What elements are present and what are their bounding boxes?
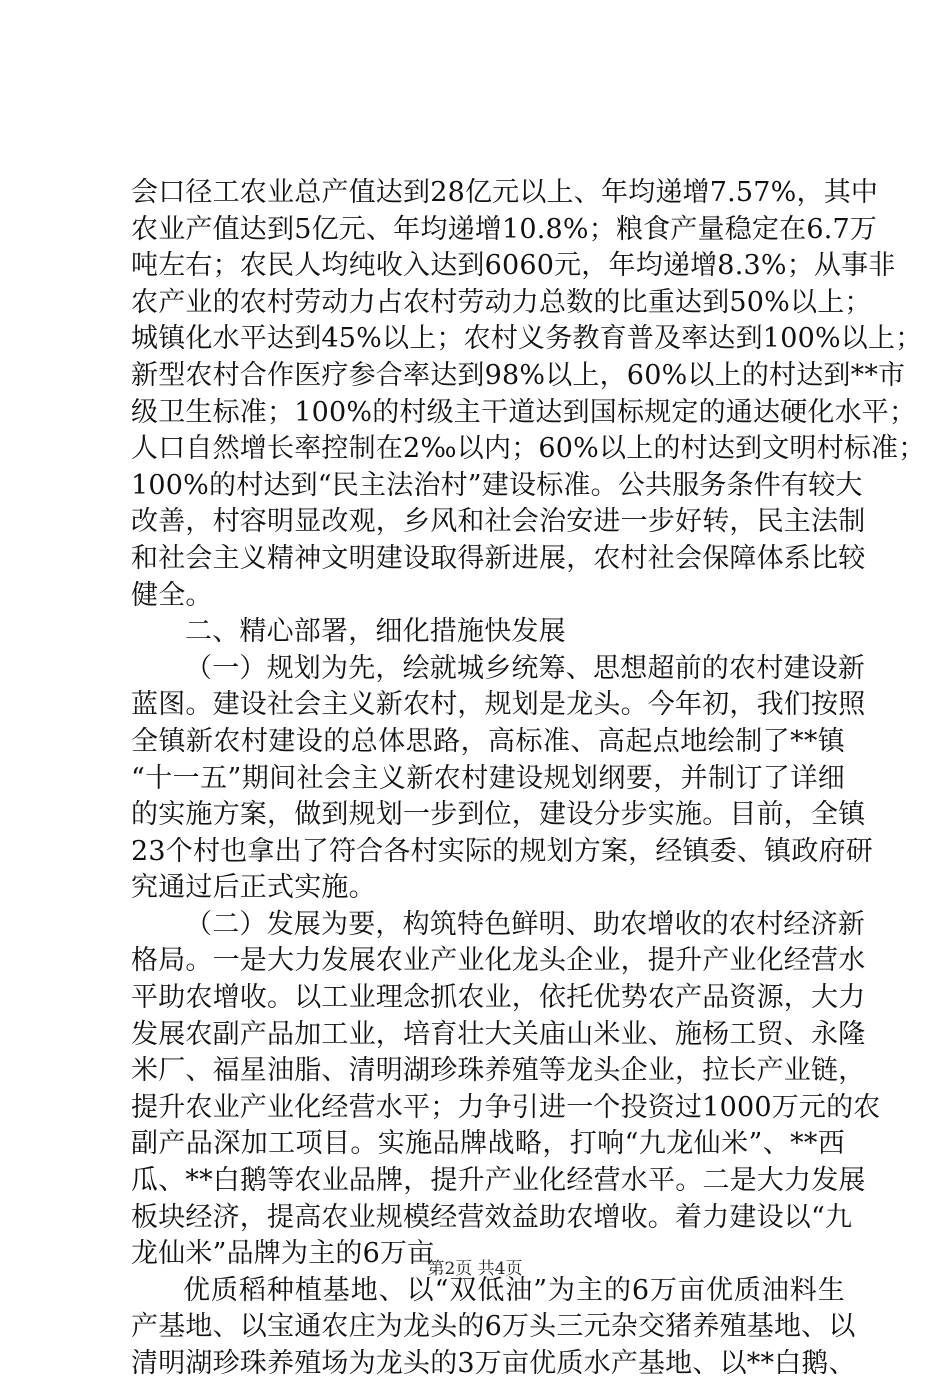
text-line: 健全。 (131, 579, 213, 611)
text-line: 23个村也拿出了符合各村实际的规划方案，经镇委、镇政府研 (131, 835, 873, 867)
text-line: 清明湖珍珠养殖场为龙头的3万亩优质水产基地、以**白鹅、 (131, 1348, 856, 1379)
text-line: 全镇新农村建设的总体思路，高标准、高起点地绘制了**镇 (131, 725, 845, 757)
text-line: 提升农业产业化经营水平；力争引进一个投资过1000万元的农 (131, 1091, 881, 1123)
text-line: 级卫生标准；100%的村级主干道达到国标规定的通达硬化水平； (131, 396, 917, 428)
text-line: 副产品深加工项目。实施品牌战略，打响“九龙仙米”、**西 (131, 1128, 845, 1160)
text-line: 改善，村容明显改观，乡风和社会治安进一步好转，民主法制 (131, 506, 866, 538)
text-line: 城镇化水平达到45%以上；农村义务教育普及率达到100%以上； (131, 323, 923, 355)
text-line: “十一五”期间社会主义新农村建设规划纲要，并制订了详细 (131, 762, 845, 794)
text-line: 龙仙米”品牌为主的6万亩 (131, 1238, 435, 1270)
text-line: 板块经济，提高农业规模经营效益助农增收。着力建设以“九 (131, 1201, 853, 1233)
text-line: 格局。一是大力发展农业产业化龙头企业，提升产业化经营水 (131, 945, 866, 977)
text-line: 究通过后正式实施。 (131, 872, 376, 904)
text-line: 农业产值达到5亿元、年均递增10.8%；粮食产量稳定在6.7万 (131, 213, 878, 245)
page-number-footer: 第2页 共4页 (427, 1259, 523, 1279)
text-line: （一）规划为先，绘就城乡统筹、思想超前的农村建设新 (185, 652, 865, 684)
text-line: 发展农副产品加工业，培育壮大关庙山米业、施杨工贸、永隆 (131, 1018, 866, 1050)
text-line: 瓜、**白鹅等农业品牌，提升产业化经营水平。二是大力发展 (131, 1165, 866, 1197)
text-line: 吨左右；农民人均纯收入达到6060元，年均递增8.3%；从事非 (131, 250, 896, 282)
text-line: 新型农村合作医疗参合率达到98%以上，60%以上的村达到**市 (131, 359, 906, 391)
text-line: 农产业的农村劳动力占农村劳动力总数的比重达到50%以上； (131, 286, 872, 318)
text-line: 和社会主义精神文明建设取得新进展，农村社会保障体系比较 (131, 542, 866, 574)
text-line: 的实施方案，做到规划一步到位，建设分步实施。目前，全镇 (131, 799, 866, 831)
text-line: （二）发展为要，构筑特色鲜明、助农增收的农村经济新 (185, 908, 865, 940)
text-line: 米厂、福星油脂、清明湖珍珠养殖等龙头企业，拉长产业链， (131, 1055, 866, 1087)
text-line: 产基地、以宝通农庄为龙头的6万头三元杂交猪养殖基地、以 (131, 1311, 856, 1343)
text-line: 会口径工农业总产值达到28亿元以上、年均递增7.57%，其中 (131, 177, 879, 208)
text-line: 蓝图。建设社会主义新农村，规划是龙头。今年初，我们按照 (131, 689, 866, 721)
text-line: 100%的村达到“民主法治村”建设标准。公共服务条件有较大 (131, 469, 863, 501)
document-body (131, 175, 926, 1383)
text-line: 平助农增收。以工业理念抓农业，依托优势农产品资源，大力 (131, 982, 866, 1014)
text-line: 人口自然增长率控制在2‰以内；60%以上的村达到文明村标准； (131, 433, 926, 465)
text-line: 优质稻种植基地、以“双低油”为主的6万亩优质油料生 (183, 1274, 845, 1306)
section-heading: 二、精心部署，细化措施快发展 (185, 616, 566, 648)
